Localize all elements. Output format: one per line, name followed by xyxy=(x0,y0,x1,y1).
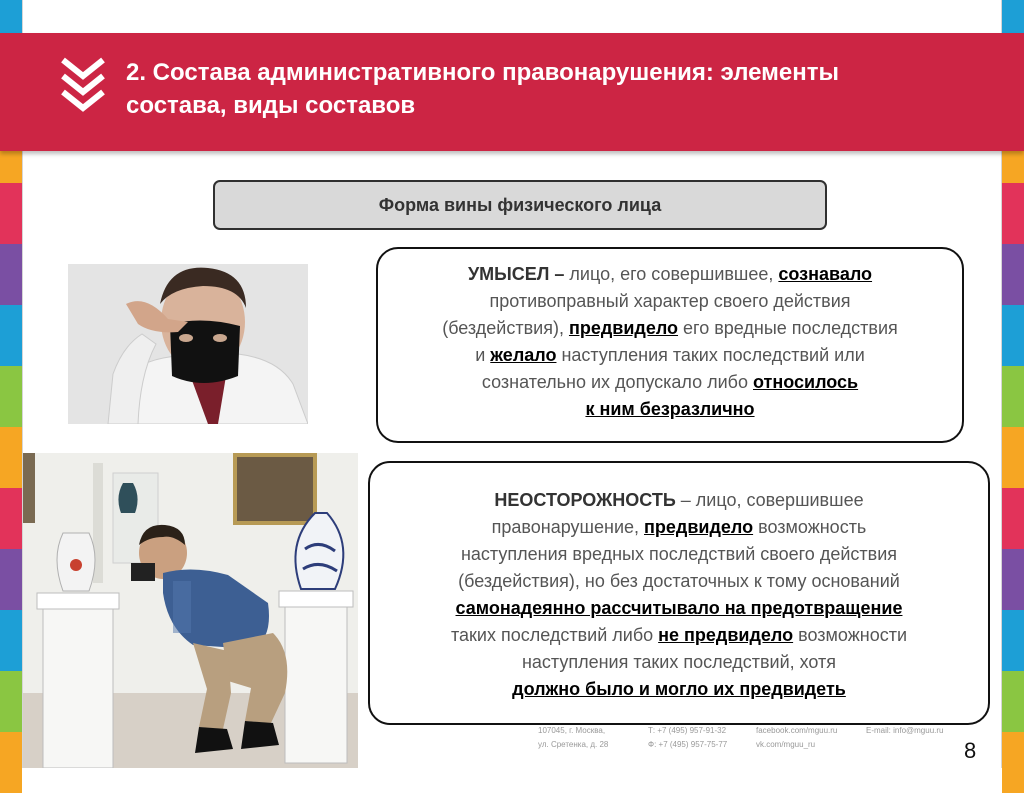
section-label-box xyxy=(213,180,827,230)
intent-keyword: к ним безразлично xyxy=(585,399,755,419)
negligence-text: (бездействия), но без достаточных к тому оснований xyxy=(458,571,900,591)
footer-social: facebook.com/mguu.ru vk.com/mguu_ru xyxy=(756,726,838,749)
negligence-keyword: предвидело xyxy=(644,517,754,537)
man-in-mask-photo xyxy=(68,264,308,424)
negligence-definition-box xyxy=(368,461,990,725)
negligence-term: НЕОСТОРОЖНОСТЬ xyxy=(494,490,676,510)
intent-keyword: предвидело xyxy=(568,318,679,338)
intent-keyword: относилось xyxy=(753,372,859,392)
section-label: Форма вины физического лица xyxy=(378,194,662,215)
footer-email: E-mail: info@mguu.ru xyxy=(866,726,944,735)
intent-term: УМЫСЕЛ – xyxy=(467,264,565,284)
negligence-text: наступления таких последствий, хотя xyxy=(521,652,837,672)
footer-address: 107045, г. Москва, ул. Сретенка, д. 28 xyxy=(538,726,609,749)
footer-phones: Т: +7 (495) 957-91-32 Ф: +7 (495) 957-75-77 xyxy=(648,726,728,749)
negligence-keyword: должно было и могло их предвидеть xyxy=(512,679,846,699)
negligence-text: возможности xyxy=(793,625,908,645)
intent-text: сознательно их допускало либо xyxy=(481,372,753,392)
slide-title: 2. Состава административного правонарушения: элементы состава, виды составов xyxy=(126,59,840,119)
intent-text: его вредные последствия xyxy=(678,318,898,338)
negligence-text: – лицо, совершившее xyxy=(675,490,864,510)
negligence-text: возможность xyxy=(753,517,867,537)
photographer-with-vase-photo xyxy=(23,453,358,768)
negligence-keyword: самонадеянно рассчитывало на предотвращение xyxy=(455,598,903,618)
intent-text: и xyxy=(475,345,491,365)
intent-text: противоправный характер своего действия xyxy=(489,291,851,311)
intent-text: лицо, его совершившее, xyxy=(564,264,779,284)
negligence-text: правонарушение, xyxy=(491,517,645,537)
intent-text: (бездействия), xyxy=(442,318,569,338)
intent-keyword: сознавало xyxy=(778,264,873,284)
intent-definition-box xyxy=(376,247,964,443)
negligence-keyword: не предвидело xyxy=(658,625,794,645)
page-number: 8 xyxy=(964,738,977,763)
negligence-text: таких последствий либо xyxy=(450,625,659,645)
intent-keyword: желало xyxy=(490,345,557,365)
intent-text: наступления таких последствий или xyxy=(556,345,865,365)
negligence-text: наступления вредных последствий своего действия xyxy=(460,544,897,564)
chevrons-icon xyxy=(60,56,106,112)
